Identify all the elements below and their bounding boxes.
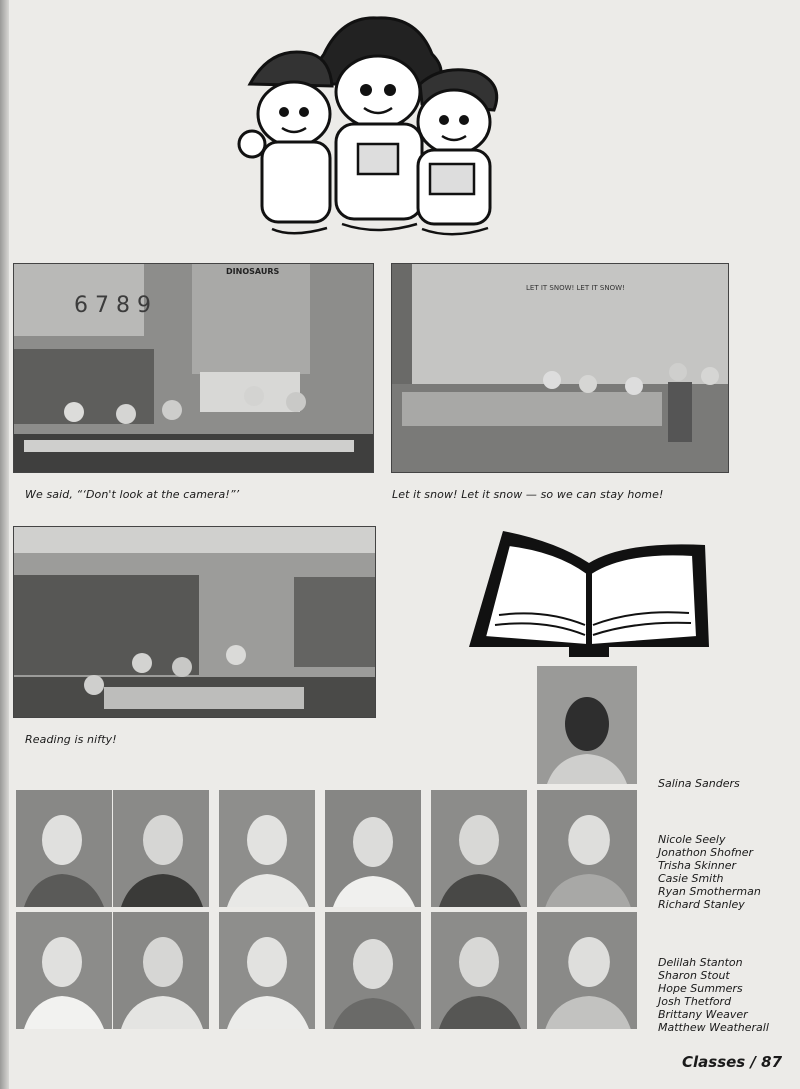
student-name: Brittany Weaver xyxy=(658,1008,748,1021)
snow-classroom-photo xyxy=(391,263,729,473)
student-name: Delilah Stanton xyxy=(658,956,743,969)
snow-banner-text: LET IT SNOW! LET IT SNOW! xyxy=(526,284,625,292)
dinosaurs-sign-text: DINOSAURS xyxy=(226,267,280,276)
student-portrait xyxy=(16,790,112,907)
library-caption: Reading is nifty! xyxy=(25,733,117,746)
student-portrait xyxy=(113,790,209,907)
student-portrait xyxy=(537,790,637,907)
row-1-names xyxy=(658,833,761,911)
student-portrait xyxy=(537,912,637,1029)
student-name: Matthew Weatherall xyxy=(658,1021,769,1034)
classroom-caption: We said, “‘Don't look at the camera!”’ xyxy=(25,488,240,501)
featured-student-portrait xyxy=(537,666,637,784)
student-name: Jonathon Shofner xyxy=(658,846,753,859)
student-portrait xyxy=(113,912,209,1029)
student-name: Sharon Stout xyxy=(658,969,730,982)
student-name: Hope Summers xyxy=(658,982,743,995)
student-portrait xyxy=(325,912,421,1029)
classroom-photo xyxy=(13,263,374,473)
student-portrait xyxy=(16,912,112,1029)
student-name: Richard Stanley xyxy=(658,898,745,911)
open-book-illustration xyxy=(465,527,712,660)
student-portrait xyxy=(431,790,527,907)
page-binding-edge xyxy=(0,0,9,1089)
trolls-illustration xyxy=(232,14,510,244)
number-strip-text: 6 7 8 9 xyxy=(74,293,151,318)
featured-student-name: Salina Sanders xyxy=(658,777,740,790)
row-2-names xyxy=(658,956,769,1034)
library-photo xyxy=(13,526,376,718)
student-name: Nicole Seely xyxy=(658,833,726,846)
page-folio: Classes / 87 xyxy=(682,1053,783,1071)
student-name: Casie Smith xyxy=(658,872,724,885)
student-portrait xyxy=(219,912,315,1029)
student-name: Ryan Smotherman xyxy=(658,885,761,898)
student-portrait xyxy=(325,790,421,907)
snow-caption: Let it snow! Let it snow — so we can stay home! xyxy=(392,488,664,501)
student-portrait xyxy=(219,790,315,907)
student-name: Trisha Skinner xyxy=(658,859,737,872)
student-portrait xyxy=(431,912,527,1029)
student-name: Josh Thetford xyxy=(658,995,732,1008)
